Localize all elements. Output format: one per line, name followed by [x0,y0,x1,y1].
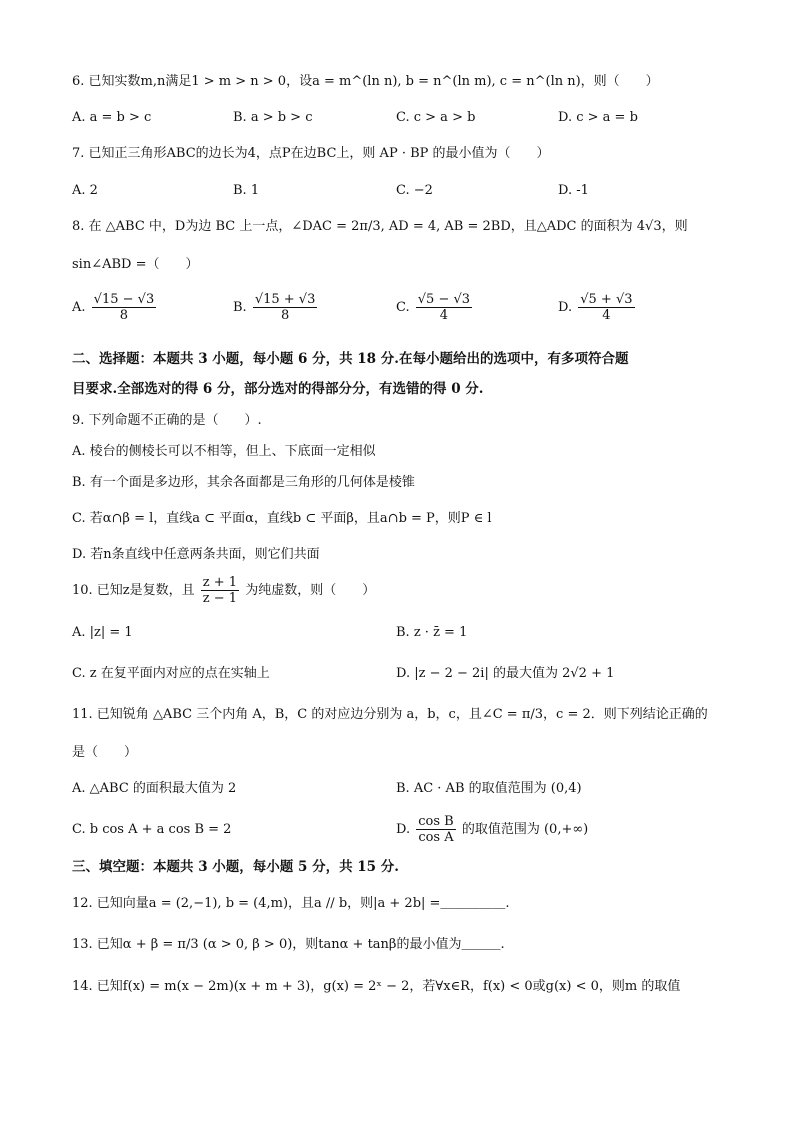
q6-option-d: D. c > a = b [558,110,638,125]
q7-option-d: D. -1 [558,183,589,198]
q9-option-d: D. 若n条直线中任意两条共面，则它们共面 [72,547,320,562]
q8-option-d: D. $\frac{√5 + √3}{4}$ [558,292,633,323]
section-2-heading: 二、选择题：本题共 3 小题，每小题 6 分，共 18 分.在每小题给出的选项中，有多项符合题 [72,351,629,367]
q7-option-b: B. 1 [233,183,260,198]
q11-stem-continued: 是（ ） [72,745,138,760]
q7-option-a: A. 2 [72,183,98,198]
q11-stem: 11. 已知锐角 △ABC 三个内角 A，B，C 的对应边分别为 a，b，c，且∠C = π/3，c = 2．则下列结论正确的 [72,707,708,722]
fraction: $\frac{\text{cos B}}{\text{cos A}}$ [418,814,454,845]
q11-option-b: B. AC · AB 的取值范围为 (0,4) [396,781,582,796]
q10-stem: 10. 已知z是复数，且 $\frac{z + 1}{z - 1}$ 为纯虚数，则（ ） [72,575,376,606]
q6-stem: 6. 已知实数m,n满足1 > m > n > 0，设a = m^(ln n), b = n^(ln m), c = n^(ln n)，则（ ） [72,74,659,89]
fraction: $\frac{√15 + √3}{8}$ [254,292,316,323]
q6-option-b: B. a > b > c [233,110,313,125]
q8-option-c: C. $\frac{√5 - √3}{4}$ [396,292,471,323]
q12-stem: 12. 已知向量a = (2,−1), b = (4,m)，且a // b，则|a + 2b| =＿＿＿＿＿. [72,896,510,911]
fraction: $\frac{z + 1}{z - 1}$ [202,575,238,606]
q13-stem: 13. 已知α + β = π/3 (α > 0, β > 0)，则tanα + tanβ的最小值为＿＿＿. [72,937,505,952]
q9-option-c: C. 若α∩β = l，直线a ⊂ 平面α，直线b ⊂ 平面β，且a∩b = P，则P ∈ l [72,511,492,526]
q10-option-d: D. |z − 2 − 2i| 的最大值为 2√2 + 1 [396,666,615,681]
q8-option-b: B. $\frac{√15 + √3}{8}$ [233,292,316,323]
q10-option-b: B. z · z̄ = 1 [396,625,468,640]
section-2-heading-continued: 目要求.全部选对的得 6 分，部分选对的得部分分，有选错的得 0 分. [72,381,484,397]
fraction: $\frac{√5 + √3}{4}$ [580,292,633,323]
q9-option-a: A. 棱台的侧棱长可以不相等，但上、下底面一定相似 [72,444,376,459]
q7-option-c: C. −2 [396,183,433,198]
fraction: $\frac{√5 - √3}{4}$ [417,292,471,323]
q10-option-a: A. |z| = 1 [72,625,133,640]
q10-option-c: C. z 在复平面内对应的点在实轴上 [72,666,270,681]
q8-stem-continued: sin∠ABD =（ ） [72,257,199,272]
q8-stem: 8. 在 △ABC 中，D为边 BC 上一点，∠DAC = 2π/3, AD = 4, AB = 2BD，且△ADC 的面积为 4√3，则 [72,219,688,234]
fraction: $\frac{√15 - √3}{8}$ [93,292,155,323]
q6-option-a: A. a = b > c [72,110,152,125]
q14-stem: 14. 已知f(x) = m(x − 2m)(x + m + 3)，g(x) = 2ˣ − 2，若∀x∈R，f(x) < 0或g(x) < 0，则m 的取值 [72,979,681,994]
q7-stem: 7. 已知正三角形ABC的边长为4，点P在边BC上，则 AP · BP 的最小值为（ ） [72,146,550,161]
q9-stem: 9. 下列命题不正确的是（ ）. [72,413,262,428]
section-3-heading: 三、填空题：本题共 3 小题，每小题 5 分，共 15 分. [72,859,399,875]
q11-option-d: D. $\frac{\text{cos B}}{\text{cos A}}$ 的取值范围为 (0,+∞) [396,814,589,845]
q6-option-c: C. c > a > b [396,110,476,125]
q8-option-a: A. $\frac{√15 - √3}{8}$ [72,292,155,323]
q9-option-b: B. 有一个面是多边形，其余各面都是三角形的几何体是棱锥 [72,475,415,490]
q11-option-c: C. b cos A + a cos B = 2 [72,822,232,837]
q11-option-a: A. △ABC 的面积最大值为 2 [72,781,237,796]
